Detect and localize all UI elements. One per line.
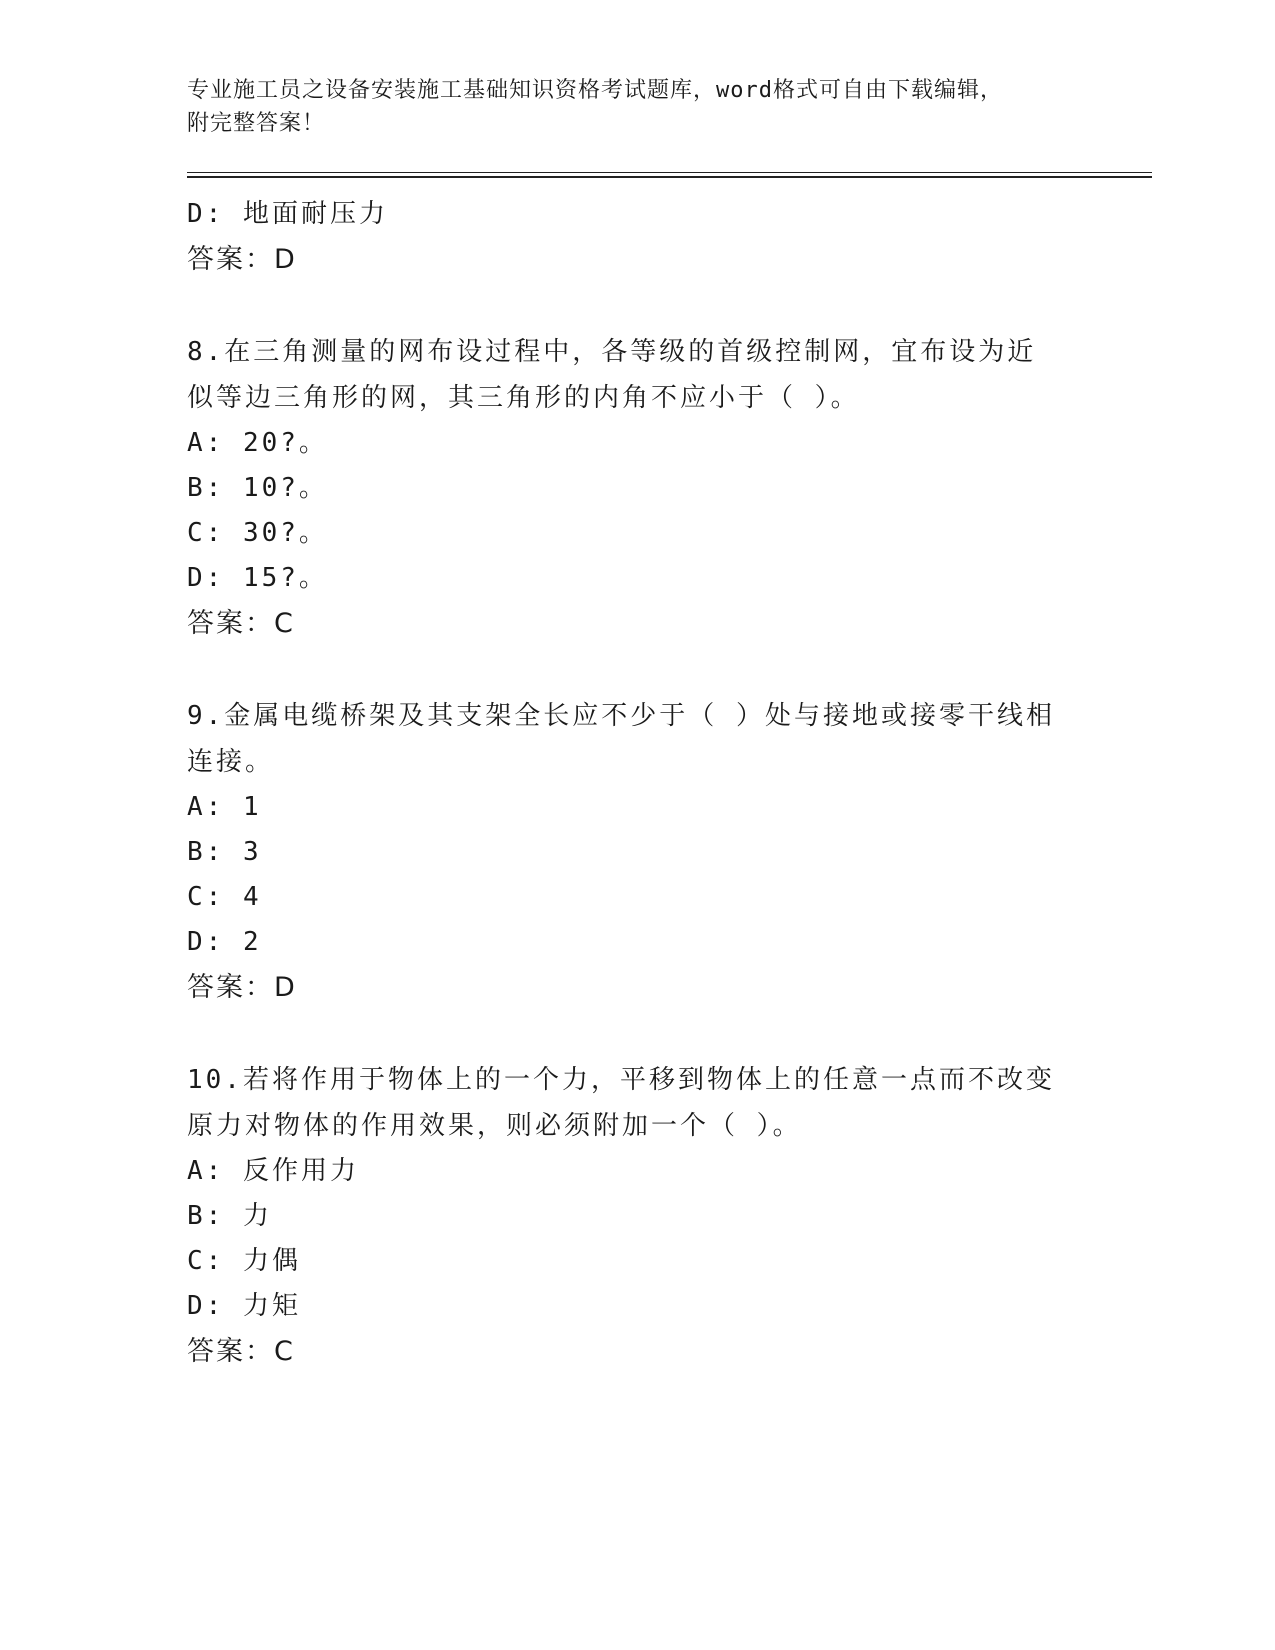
- header-line-2: 附完整答案！: [187, 111, 326, 136]
- previous-question-tail: [187, 192, 1087, 283]
- document-header: [187, 74, 1087, 140]
- question-9: [187, 693, 1087, 1011]
- question-10: [187, 1057, 1087, 1375]
- question-8: [187, 329, 1087, 647]
- option-a: A: 20?。: [187, 428, 328, 458]
- header-line-1: 专业施工员之设备安装施工基础知识资格考试题库，word格式可自由下载编辑，: [187, 78, 1003, 103]
- question-text: 8.在三角测量的网布设过程中，各等级的首级控制网，宜布设为近似等边三角形的网，其三角形的内角不应小于（ ）。: [187, 337, 1037, 413]
- header-rule-thin: [187, 172, 1152, 173]
- option-b: B: 3: [187, 837, 262, 867]
- question-text: 10.若将作用于物体上的一个力，平移到物体上的任意一点而不改变原力对物体的作用效果，则必须附加一个（ ）。: [187, 1065, 1055, 1141]
- answer: 答案：D: [187, 972, 297, 1003]
- option-b: B: 10?。: [187, 473, 328, 503]
- answer: 答案：C: [187, 608, 295, 639]
- option-d: D: 地面耐压力: [187, 199, 388, 229]
- document-body: [187, 192, 1087, 1375]
- answer: 答案：C: [187, 1336, 295, 1367]
- option-c: C: 力偶: [187, 1246, 301, 1276]
- option-d: D: 15?。: [187, 563, 328, 593]
- option-a: A: 反作用力: [187, 1156, 359, 1186]
- option-b: B: 力: [187, 1201, 272, 1231]
- question-text: 9.金属电缆桥架及其支架全长应不少于（ ）处与接地或接零干线相连接。: [187, 701, 1055, 777]
- option-a: A: 1: [187, 792, 262, 822]
- option-c: C: 30?。: [187, 518, 328, 548]
- option-d: D: 2: [187, 927, 262, 957]
- header-rule-thick: [187, 176, 1152, 178]
- option-c: C: 4: [187, 882, 262, 912]
- answer: 答案：D: [187, 244, 297, 275]
- option-d: D: 力矩: [187, 1291, 301, 1321]
